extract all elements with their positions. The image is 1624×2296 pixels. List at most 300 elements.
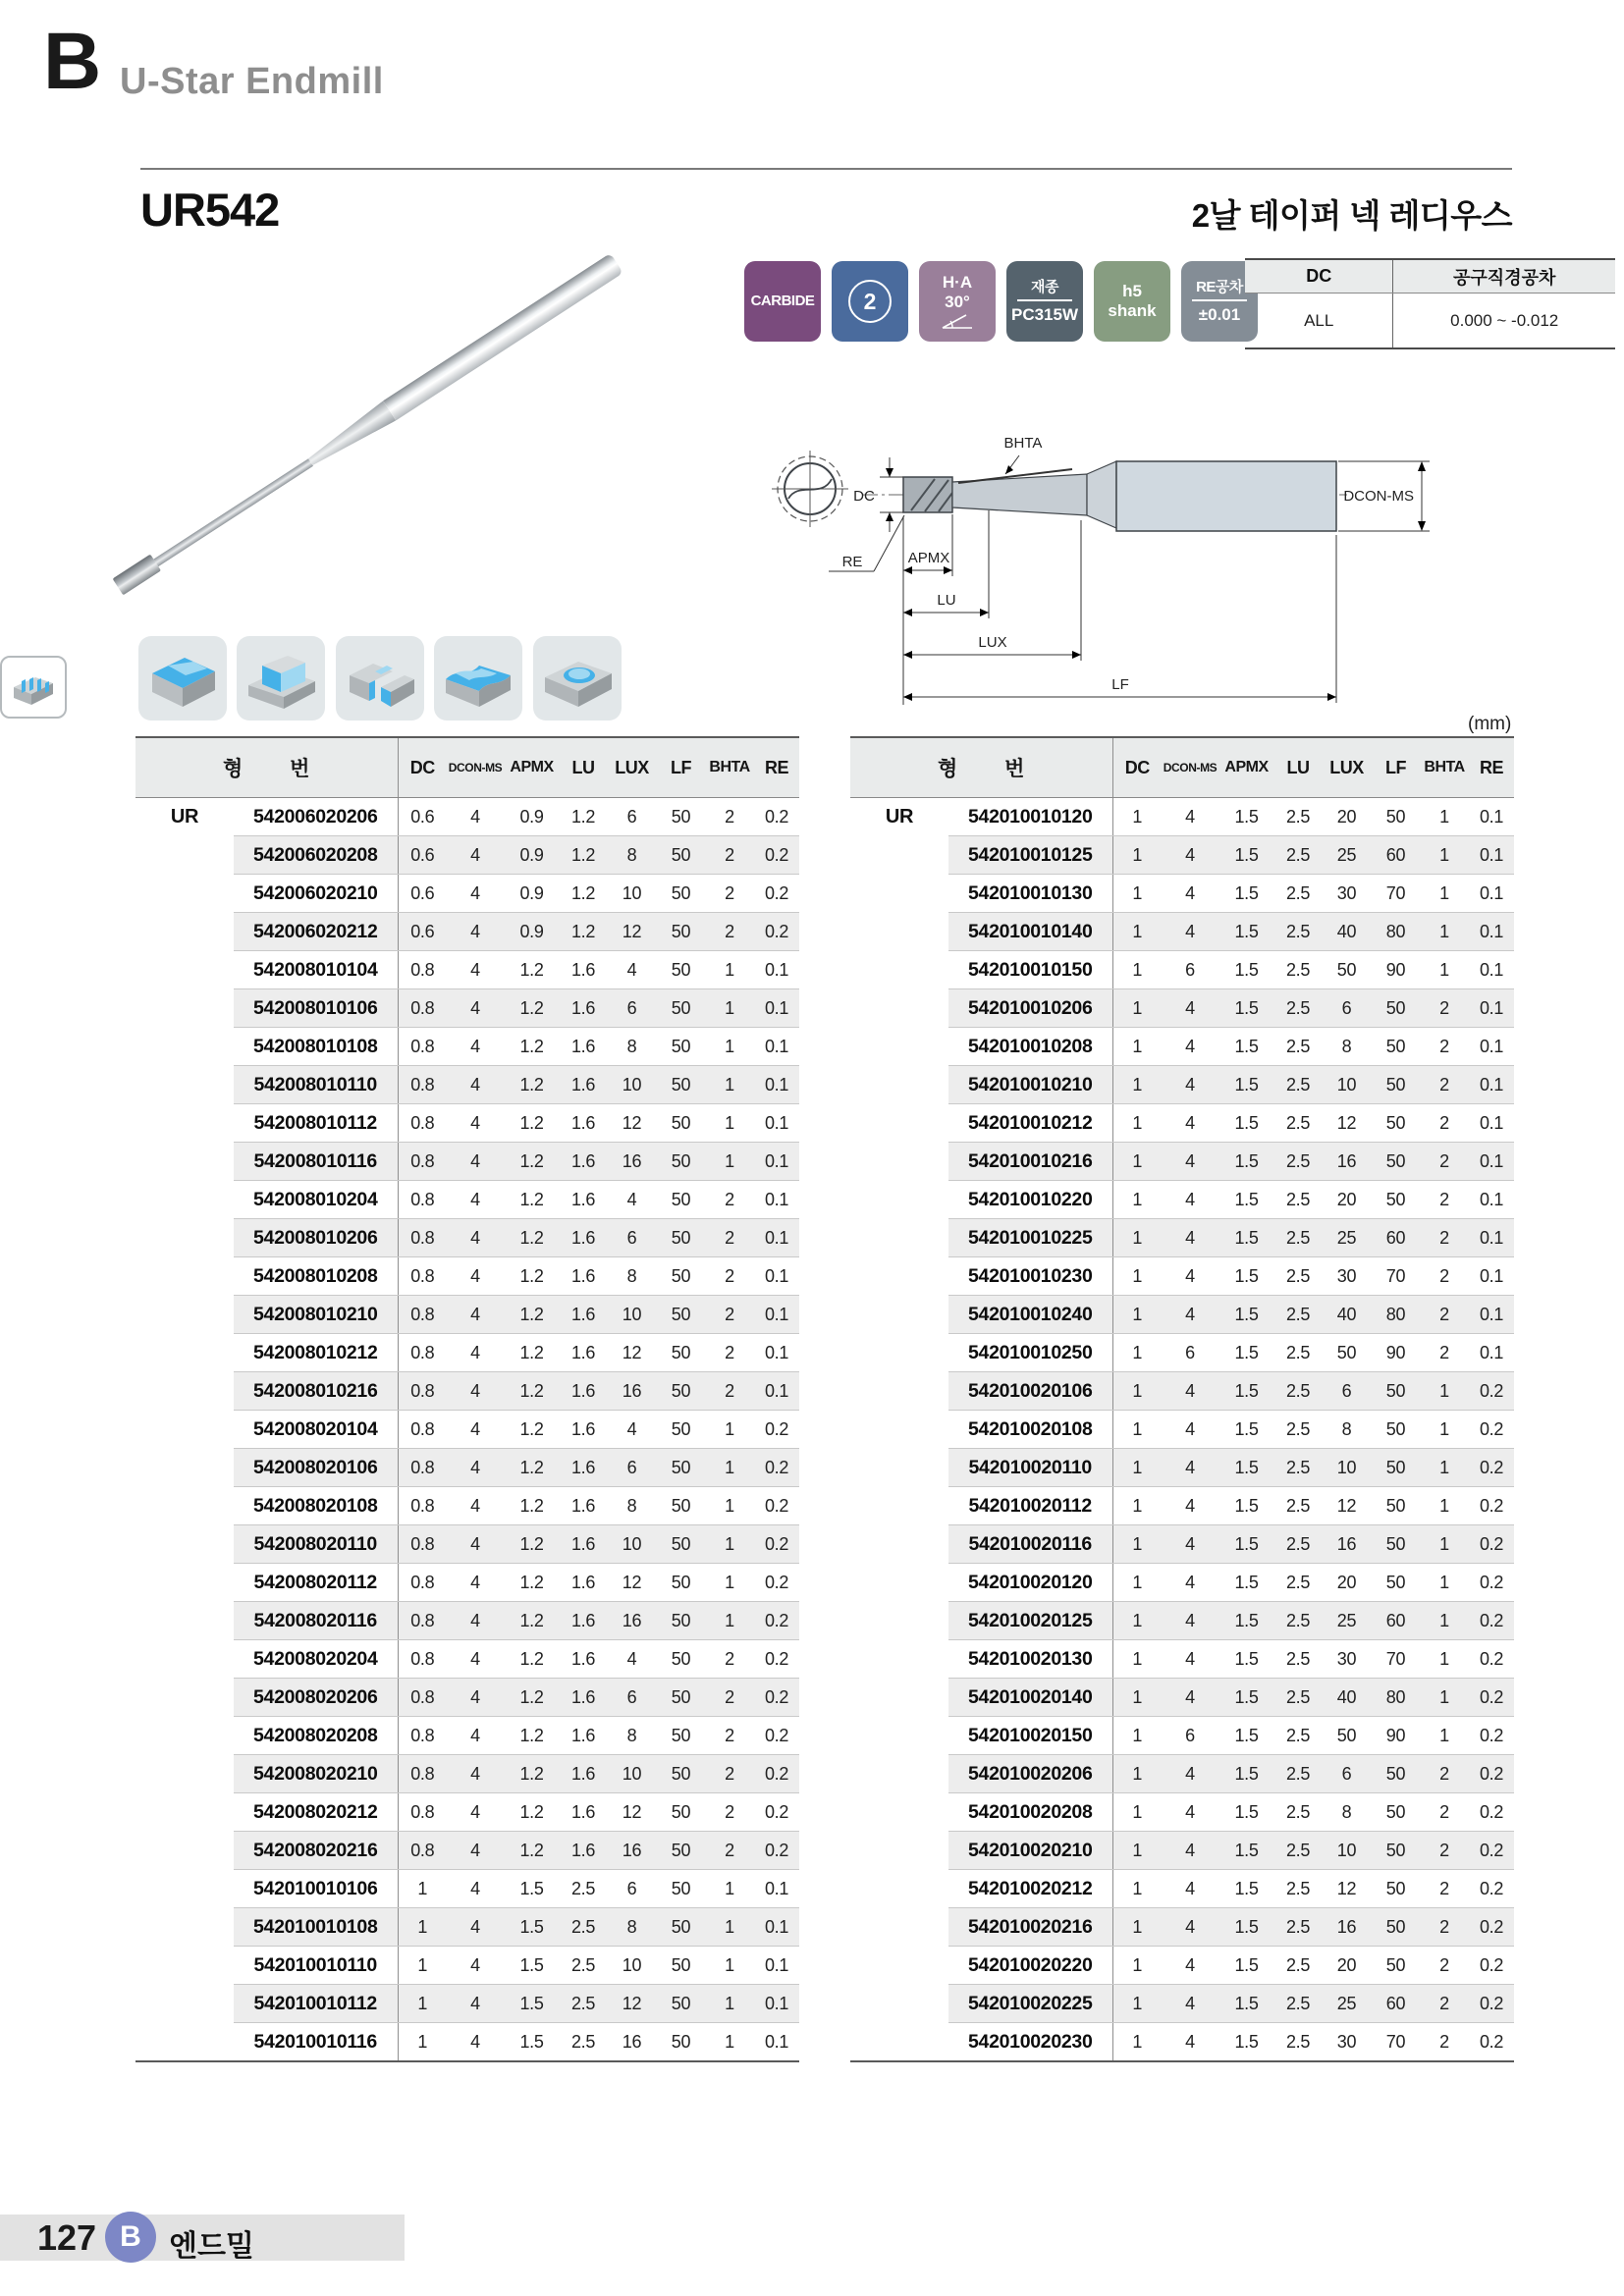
- value-cell: 1.6: [560, 1487, 607, 1525]
- value-cell: 1.5: [1218, 989, 1274, 1028]
- value-cell: 40: [1322, 1679, 1372, 1717]
- value-cell: 0.8: [398, 1372, 447, 1411]
- value-cell: 50: [1372, 1411, 1420, 1449]
- table-row: [135, 1602, 799, 1640]
- value-cell: 8: [1322, 1028, 1372, 1066]
- value-cell: 1.6: [560, 1143, 607, 1181]
- value-cell: 1: [1112, 1793, 1162, 1832]
- value-cell: 2.5: [560, 1870, 607, 1908]
- value-cell: 0.2: [754, 1717, 799, 1755]
- value-cell: 0.1: [754, 1066, 799, 1104]
- model-number-cell: 542010020130: [948, 1640, 1112, 1679]
- value-cell: 0.1: [754, 1372, 799, 1411]
- series-prefix-cell: [135, 2023, 234, 2062]
- value-cell: 0.1: [1469, 989, 1514, 1028]
- value-cell: 1: [1420, 1487, 1469, 1525]
- value-cell: 2: [705, 1717, 754, 1755]
- value-cell: 60: [1372, 1602, 1420, 1640]
- section-letter: B: [43, 17, 102, 106]
- value-cell: 2: [705, 1257, 754, 1296]
- value-cell: 1: [1112, 1755, 1162, 1793]
- value-cell: 2.5: [1274, 1487, 1322, 1525]
- product-photo: [110, 249, 627, 599]
- series-prefix-cell: [850, 1411, 948, 1449]
- value-cell: 50: [657, 875, 705, 913]
- table-row: [135, 1028, 799, 1066]
- value-cell: 50: [1372, 1487, 1420, 1525]
- tolerance-value-range: 0.000 ~ -0.012: [1450, 310, 1559, 330]
- value-cell: 1.2: [504, 1143, 560, 1181]
- value-cell: 2: [705, 875, 754, 913]
- value-cell: 2.5: [1274, 913, 1322, 951]
- spec-table-right: [850, 736, 1514, 2062]
- model-number-cell: 542008020112: [234, 1564, 398, 1602]
- model-number-cell: 542008010212: [234, 1334, 398, 1372]
- model-number-cell: 542008020206: [234, 1679, 398, 1717]
- value-cell: 1: [1112, 1832, 1162, 1870]
- value-cell: 0.1: [1469, 1334, 1514, 1372]
- value-cell: 1.2: [504, 1296, 560, 1334]
- value-cell: 10: [1322, 1449, 1372, 1487]
- model-number-cell: 542010010108: [234, 1908, 398, 1947]
- table-row: [135, 1564, 799, 1602]
- value-cell: 0.2: [754, 913, 799, 951]
- model-number-cell: 542010010250: [948, 1334, 1112, 1372]
- value-cell: 70: [1372, 875, 1420, 913]
- value-cell: 0.2: [1469, 1832, 1514, 1870]
- value-cell: 0.8: [398, 1832, 447, 1870]
- value-cell: 50: [1372, 1104, 1420, 1143]
- value-cell: 4: [447, 1487, 504, 1525]
- value-cell: 50: [657, 1985, 705, 2023]
- value-cell: 1.5: [1218, 1219, 1274, 1257]
- value-cell: 0.2: [754, 1525, 799, 1564]
- value-cell: 1: [1112, 1143, 1162, 1181]
- value-cell: 4: [447, 1679, 504, 1717]
- value-cell: 2: [1420, 1219, 1469, 1257]
- value-cell: 1.5: [1218, 1832, 1274, 1870]
- model-number-cell: 542008020106: [234, 1449, 398, 1487]
- series-prefix-cell: [135, 1679, 234, 1717]
- table-row: [850, 951, 1514, 989]
- table-row: [135, 1832, 799, 1870]
- value-cell: 50: [657, 1564, 705, 1602]
- model-number-cell: 542010010140: [948, 913, 1112, 951]
- value-cell: 50: [657, 1717, 705, 1755]
- value-cell: 1: [705, 989, 754, 1028]
- value-cell: 1: [705, 1985, 754, 2023]
- value-cell: 2.5: [1274, 875, 1322, 913]
- model-number-cell: 542010010112: [234, 1985, 398, 2023]
- pocket-milling-icon: [533, 636, 622, 721]
- value-cell: 0.2: [754, 1411, 799, 1449]
- value-cell: 50: [671, 2031, 691, 2052]
- table-row: [850, 1181, 1514, 1219]
- value-cell: 0.1: [754, 1908, 799, 1947]
- value-cell: 50: [1372, 1870, 1420, 1908]
- value-cell: 1: [1420, 1564, 1469, 1602]
- shank-label: shank: [1108, 301, 1157, 320]
- value-cell: 1.2: [504, 1640, 560, 1679]
- value-cell: 2: [705, 1640, 754, 1679]
- value-cell: 0.1: [754, 1181, 799, 1219]
- value-cell: 1.5: [1218, 1564, 1274, 1602]
- value-cell: 2: [705, 836, 754, 875]
- table-row: [135, 1525, 799, 1564]
- value-cell: 6: [607, 798, 657, 836]
- model-number-cell: 542008010216: [234, 1372, 398, 1411]
- value-cell: 50: [657, 1947, 705, 1985]
- profile-milling-icon: [434, 636, 522, 721]
- value-cell: 4: [1162, 1947, 1218, 1985]
- table-row: [850, 1104, 1514, 1143]
- value-cell: 2.5: [1274, 1104, 1322, 1143]
- value-cell: 6: [1162, 1334, 1218, 1372]
- col-header-lf: LF: [1372, 737, 1420, 798]
- table-row: [850, 1870, 1514, 1908]
- model-number-cell: 542010010106: [234, 1870, 398, 1908]
- series-prefix-cell: [135, 1602, 234, 1640]
- value-cell: 50: [1372, 1181, 1420, 1219]
- value-cell: 2.5: [560, 1985, 607, 2023]
- model-number-cell: 542008020208: [234, 1717, 398, 1755]
- table-row: [850, 1334, 1514, 1372]
- value-cell: 1: [1112, 1679, 1162, 1717]
- value-cell: 0.2: [754, 1755, 799, 1793]
- model-number-cell: 542010020150: [948, 1717, 1112, 1755]
- value-cell: 80: [1372, 1296, 1420, 1334]
- value-cell: 1.5: [1218, 1372, 1274, 1411]
- series-prefix-cell: [135, 1066, 234, 1104]
- col-header-dc: DC: [398, 737, 447, 798]
- value-cell: 1: [1420, 1449, 1469, 1487]
- value-cell: 1.2: [504, 1717, 560, 1755]
- model-number-cell: 542010020140: [948, 1679, 1112, 1717]
- value-cell: 40: [1322, 913, 1372, 951]
- table-row: [850, 1219, 1514, 1257]
- table-row: [850, 1717, 1514, 1755]
- value-cell: 2.5: [1274, 798, 1322, 836]
- model-number-cell: 542008010104: [234, 951, 398, 989]
- series-prefix-cell: [850, 1564, 948, 1602]
- diagram-label-lux: LUX: [978, 634, 1007, 651]
- value-cell: 0.8: [398, 1755, 447, 1793]
- value-cell: 50: [1322, 1717, 1372, 1755]
- value-cell: 1.6: [560, 1219, 607, 1257]
- series-prefix-cell: [850, 1334, 948, 1372]
- value-cell: 2.5: [1274, 1564, 1322, 1602]
- value-cell: 0.1: [754, 1257, 799, 1296]
- table-row: [135, 1755, 799, 1793]
- value-cell: 4: [1162, 1257, 1218, 1296]
- value-cell: 1: [398, 2023, 447, 2062]
- value-cell: 2.5: [1274, 1028, 1322, 1066]
- series-prefix-cell: [850, 1870, 948, 1908]
- value-cell: 0.1: [754, 1296, 799, 1334]
- table-row: [850, 1793, 1514, 1832]
- value-cell: 1: [1420, 1525, 1469, 1564]
- value-cell: 1: [1112, 1411, 1162, 1449]
- table-row: [850, 1985, 1514, 2023]
- value-cell: 50: [1322, 951, 1372, 989]
- value-cell: 1: [1112, 1717, 1162, 1755]
- value-cell: 1: [1420, 798, 1469, 836]
- value-cell: 2: [705, 1219, 754, 1257]
- model-number-cell: 542010020108: [948, 1411, 1112, 1449]
- table-row: [135, 1947, 799, 1985]
- value-cell: 1.2: [560, 913, 607, 951]
- value-cell: 2: [1420, 1793, 1469, 1832]
- value-cell: 0.8: [398, 1602, 447, 1640]
- diagram-label-apmx: APMX: [907, 550, 950, 566]
- value-cell: 1: [705, 1066, 754, 1104]
- value-cell: 40: [1322, 1296, 1372, 1334]
- value-cell: 8: [607, 1717, 657, 1755]
- value-cell: 0.2: [1469, 1870, 1514, 1908]
- model-number-cell: 542010010116: [253, 2030, 377, 2053]
- value-cell: 50: [657, 1832, 705, 1870]
- value-cell: 50: [1372, 1832, 1420, 1870]
- value-cell: 50: [1372, 1028, 1420, 1066]
- unit-label: (mm): [1468, 714, 1512, 734]
- value-cell: 1.6: [560, 1449, 607, 1487]
- value-cell: 1: [1112, 1602, 1162, 1640]
- value-cell: 0.8: [398, 1449, 447, 1487]
- value-cell: 0.8: [398, 1104, 447, 1143]
- series-prefix-cell: [135, 1525, 234, 1564]
- value-cell: 2.5: [1274, 1525, 1322, 1564]
- series-prefix-cell: [850, 1028, 948, 1066]
- model-number-cell: 542010010210: [948, 1066, 1112, 1104]
- model-number-cell: 542010010225: [948, 1219, 1112, 1257]
- value-cell: 1: [398, 1985, 447, 2023]
- value-cell: 0.1: [754, 1334, 799, 1372]
- value-cell: 0.1: [754, 1143, 799, 1181]
- value-cell: 1: [1420, 836, 1469, 875]
- value-cell: 0.2: [754, 1449, 799, 1487]
- value-cell: 50: [1372, 1947, 1420, 1985]
- value-cell: 4: [1162, 1793, 1218, 1832]
- value-cell: 1: [705, 1908, 754, 1947]
- value-cell: 1.6: [560, 1372, 607, 1411]
- value-cell: 1.5: [1218, 1640, 1274, 1679]
- value-cell: 4: [447, 1525, 504, 1564]
- value-cell: 1.6: [560, 1679, 607, 1717]
- value-cell: 2.5: [1274, 1870, 1322, 1908]
- model-number-cell: 542010020225: [948, 1985, 1112, 2023]
- value-cell: 1.6: [560, 989, 607, 1028]
- value-cell: 20: [1322, 1947, 1372, 1985]
- value-cell: 8: [607, 1487, 657, 1525]
- value-cell: 80: [1372, 1679, 1420, 1717]
- flute-count-badge: [832, 261, 908, 342]
- value-cell: 10: [607, 1296, 657, 1334]
- value-cell: 50: [657, 1602, 705, 1640]
- value-cell: 1.5: [519, 2031, 544, 2052]
- value-cell: 1: [1112, 1104, 1162, 1143]
- table-row: [850, 1028, 1514, 1066]
- model-number-cell: 542008010210: [234, 1296, 398, 1334]
- value-cell: 2: [705, 1832, 754, 1870]
- value-cell: 2: [1420, 1028, 1469, 1066]
- value-cell: 1.5: [1218, 1525, 1274, 1564]
- value-cell: 12: [607, 913, 657, 951]
- value-cell: 4: [447, 1640, 504, 1679]
- value-cell: 2: [1439, 2031, 1449, 2052]
- series-prefix-cell: [135, 1143, 234, 1181]
- value-cell: 0.1: [1469, 1066, 1514, 1104]
- value-cell: 50: [657, 1181, 705, 1219]
- value-cell: 2: [1420, 1755, 1469, 1793]
- series-prefix-cell: [850, 1487, 948, 1525]
- value-cell: 4: [1162, 875, 1218, 913]
- value-cell: 1: [1112, 875, 1162, 913]
- value-cell: 4: [1162, 1104, 1218, 1143]
- value-cell: 16: [607, 1602, 657, 1640]
- footer-section-badge: B: [105, 2212, 156, 2263]
- series-prefix-cell: [850, 1449, 948, 1487]
- value-cell: 1: [1112, 1525, 1162, 1564]
- value-cell: 25: [1322, 1602, 1372, 1640]
- value-cell: 10: [607, 1066, 657, 1104]
- value-cell: 4: [1162, 1870, 1218, 1908]
- table-row: [850, 1525, 1514, 1564]
- value-cell: 50: [657, 1449, 705, 1487]
- model-number-cell: 542010010212: [948, 1104, 1112, 1143]
- col-header-bhta: BHTA: [705, 737, 754, 798]
- value-cell: 4: [1162, 1487, 1218, 1525]
- model-number-cell: 542010010230: [948, 1257, 1112, 1296]
- header-divider: [140, 168, 1512, 170]
- value-cell: 70: [1372, 1640, 1420, 1679]
- value-cell: 2.5: [1274, 1334, 1322, 1372]
- value-cell: 2: [1420, 1832, 1469, 1870]
- model-number-cell: 542010020110: [948, 1449, 1112, 1487]
- value-cell: 50: [657, 798, 705, 836]
- value-cell: 60: [1372, 1219, 1420, 1257]
- model-number-header: 형 번: [850, 737, 1112, 798]
- col-header-lf: LF: [657, 737, 705, 798]
- model-number-cell: 542010020208: [948, 1793, 1112, 1832]
- model-number-cell: 542008010206: [234, 1219, 398, 1257]
- value-cell: 20: [1322, 1564, 1372, 1602]
- diagram-label-lf: LF: [1111, 676, 1129, 693]
- value-cell: 2: [1420, 1908, 1469, 1947]
- table-row: [850, 913, 1514, 951]
- value-cell: 50: [657, 951, 705, 989]
- value-cell: 2: [1420, 989, 1469, 1028]
- value-cell: 1.5: [504, 1908, 560, 1947]
- col-header-re: RE: [1469, 737, 1514, 798]
- value-cell: 50: [1372, 1449, 1420, 1487]
- model-number-cell: 542010020230: [967, 2030, 1093, 2053]
- value-cell: 4: [1162, 1985, 1218, 2023]
- model-number-cell: 542010010150: [948, 951, 1112, 989]
- value-cell: 1: [398, 1870, 447, 1908]
- value-cell: 1.6: [560, 1640, 607, 1679]
- value-cell: 0.8: [398, 1028, 447, 1066]
- value-cell: 70: [1385, 2031, 1406, 2052]
- col-header-dcon-ms: DCON-MS: [1162, 737, 1218, 798]
- value-cell: 1.2: [504, 1525, 560, 1564]
- table-row: [135, 1334, 799, 1372]
- model-number-cell: 542010020206: [948, 1755, 1112, 1793]
- value-cell: 50: [1372, 1066, 1420, 1104]
- value-cell: 30: [1322, 1640, 1372, 1679]
- value-cell: 50: [657, 1487, 705, 1525]
- series-prefix-cell: [850, 1525, 948, 1564]
- value-cell: 1.5: [1218, 1181, 1274, 1219]
- value-cell: 1.5: [1218, 1028, 1274, 1066]
- value-cell: 1.6: [560, 1181, 607, 1219]
- table-row: [850, 1602, 1514, 1640]
- value-cell: 2: [1420, 1947, 1469, 1985]
- value-cell: 4: [447, 1181, 504, 1219]
- value-cell: 50: [1322, 1334, 1372, 1372]
- re-tolerance-label: RE공차: [1196, 278, 1243, 295]
- value-cell: 60: [1372, 1985, 1420, 2023]
- value-cell: 50: [1372, 1143, 1420, 1181]
- value-cell: 1.5: [1234, 2031, 1259, 2052]
- value-cell: 4: [447, 1372, 504, 1411]
- value-cell: 4: [1162, 1219, 1218, 1257]
- helix-label-line1: H·A: [942, 273, 973, 293]
- diagram-label-dc: DC: [853, 488, 875, 505]
- value-cell: 1: [705, 951, 754, 989]
- value-cell: 1: [398, 1908, 447, 1947]
- value-cell: 6: [1322, 989, 1372, 1028]
- table-row: [135, 1181, 799, 1219]
- value-cell: 0.1: [1469, 1257, 1514, 1296]
- value-cell: 2.5: [1274, 1602, 1322, 1640]
- value-cell: 8: [607, 1257, 657, 1296]
- value-cell: 1: [1112, 1870, 1162, 1908]
- series-prefix-cell: [135, 1296, 234, 1334]
- value-cell: 1.6: [560, 1832, 607, 1870]
- series-prefix-cell: [850, 1793, 948, 1832]
- value-cell: 0.9: [504, 913, 560, 951]
- diagram-label-lu: LU: [937, 592, 956, 609]
- model-number-cell: 542010020216: [948, 1908, 1112, 1947]
- table-row: [850, 1411, 1514, 1449]
- product-code: UR542: [140, 184, 280, 236]
- value-cell: 1.6: [560, 1066, 607, 1104]
- value-cell: 4: [1162, 1908, 1218, 1947]
- table-row: [135, 913, 799, 951]
- value-cell: 1.5: [1218, 1143, 1274, 1181]
- table-row: [135, 1066, 799, 1104]
- series-prefix-cell: [850, 1143, 948, 1181]
- value-cell: 0.8: [398, 1525, 447, 1564]
- value-cell: 4: [607, 951, 657, 989]
- table-row: [135, 2023, 799, 2062]
- value-cell: 20: [1322, 1181, 1372, 1219]
- value-cell: 4: [447, 1564, 504, 1602]
- value-cell: 12: [1322, 1104, 1372, 1143]
- col-header-apmx: APMX: [1218, 737, 1274, 798]
- value-cell: 1.2: [504, 1755, 560, 1793]
- value-cell: 1: [705, 1564, 754, 1602]
- model-number-cell: 542010020112: [948, 1487, 1112, 1525]
- diagram-label-bhta: BHTA: [1003, 435, 1043, 452]
- value-cell: 1.6: [560, 951, 607, 989]
- value-cell: 12: [1322, 1487, 1372, 1525]
- value-cell: 2.5: [1274, 1181, 1322, 1219]
- value-cell: 2: [1420, 1143, 1469, 1181]
- table-row: [850, 1066, 1514, 1104]
- value-cell: 2.5: [1274, 1640, 1322, 1679]
- series-prefix-cell: [135, 1257, 234, 1296]
